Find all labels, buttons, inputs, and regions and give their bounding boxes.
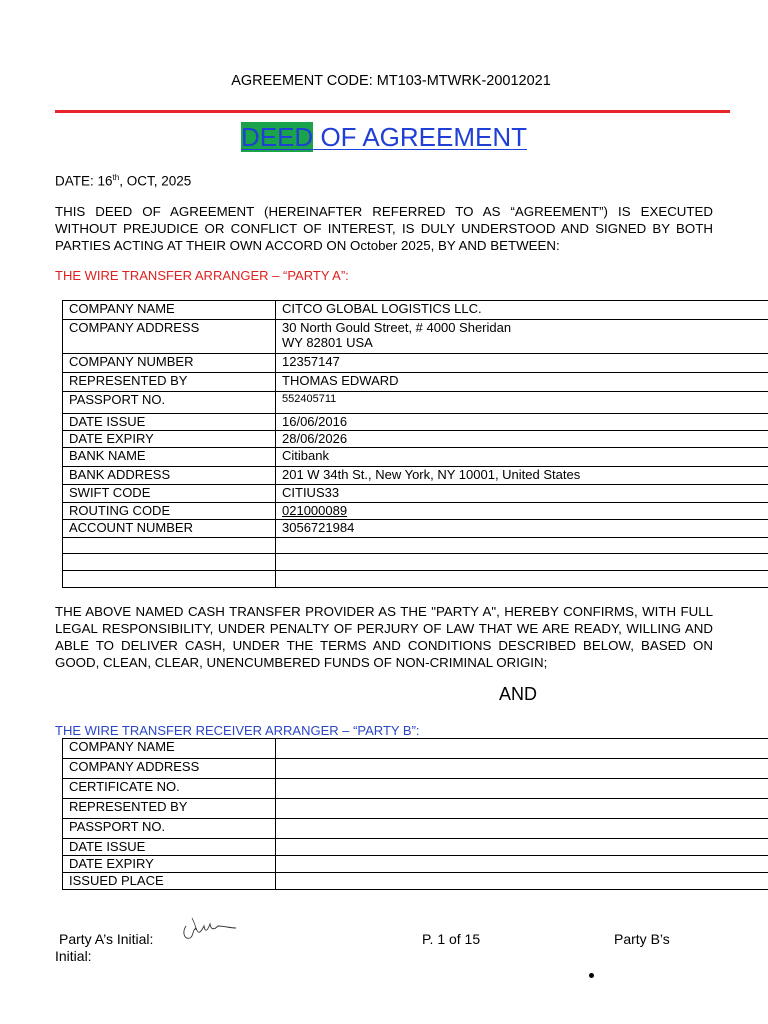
party-a-row (63, 320, 768, 354)
party-b-row (63, 759, 768, 779)
row-value-text: 28/06/2026 (282, 431, 348, 446)
party-b-row (63, 739, 768, 759)
party-a-table (62, 300, 768, 588)
row-value (276, 759, 768, 779)
row-value (276, 799, 768, 819)
party-b-row (63, 799, 768, 819)
party-a-row (63, 392, 768, 414)
row-value (276, 739, 768, 759)
row-value (276, 354, 768, 373)
party-a-row (63, 301, 768, 320)
date-line (55, 173, 191, 189)
row-label: COMPANY ADDRESS (63, 759, 276, 779)
and-word: AND (499, 684, 538, 704)
row-value-text: 12357147 (282, 354, 340, 369)
party-a-row (63, 448, 768, 467)
row-value (276, 873, 768, 890)
row-value (276, 839, 768, 856)
row-label: DATE EXPIRY (63, 431, 276, 448)
party-b-row (63, 856, 768, 873)
row-label: SWIFT CODE (63, 485, 276, 503)
party-a-row (63, 373, 768, 392)
row-value-text: 201 W 34th St., New York, NY 10001, United States (282, 467, 581, 482)
party-a-row (63, 485, 768, 503)
row-value (276, 538, 768, 554)
party-a-row (63, 431, 768, 448)
row-label: ACCOUNT NUMBER (63, 520, 276, 538)
party-b-row (63, 779, 768, 799)
row-value (276, 819, 768, 839)
row-value-text: CITCO GLOBAL LOGISTICS LLC. (282, 301, 482, 316)
party-b-row (63, 873, 768, 890)
signature-scribble (178, 912, 238, 946)
row-value (276, 554, 768, 571)
row-value (276, 301, 768, 320)
row-label: COMPANY NAME (63, 739, 276, 759)
date-superscript: th (112, 173, 120, 182)
title-highlight: DEED (240, 122, 314, 152)
row-label: DATE EXPIRY (63, 856, 276, 873)
party-b-row (63, 819, 768, 839)
party-a-row (63, 538, 768, 554)
row-label: ROUTING CODE (63, 503, 276, 520)
row-value (276, 467, 768, 485)
row-label: COMPANY NAME (63, 301, 276, 320)
party-a-row (63, 354, 768, 373)
party-a-initial-label: Party A’s Initial: (59, 931, 154, 947)
page-number: P. 1 of 15 (422, 931, 481, 947)
title-rest: OF AGREEMENT (313, 122, 528, 152)
row-value (276, 392, 768, 414)
row-label: REPRESENTED BY (63, 799, 276, 819)
row-label (63, 571, 276, 588)
agreement-code: AGREEMENT CODE: MT103-MTWRK-20012021 (231, 73, 551, 89)
party-a-row (63, 467, 768, 485)
party-b-row (63, 839, 768, 856)
party-a-row (63, 414, 768, 431)
row-value (276, 485, 768, 503)
bullet-dot (589, 973, 594, 978)
row-label: DATE ISSUE (63, 839, 276, 856)
row-label: CERTIFICATE NO. (63, 779, 276, 799)
row-value-text: Citibank (282, 448, 329, 463)
row-value (276, 373, 768, 392)
row-value (276, 520, 768, 538)
party-a-row (63, 554, 768, 571)
party-b-table (62, 738, 768, 890)
row-value-text: 16/06/2016 (282, 414, 348, 429)
row-label: COMPANY NUMBER (63, 354, 276, 373)
date-prefix: DATE: 16 (55, 173, 113, 189)
row-value-text-line2: WY 82801 USA (282, 335, 373, 350)
row-label: PASSPORT NO. (63, 392, 276, 414)
row-value (276, 503, 768, 520)
row-value (276, 414, 768, 431)
header-rule (55, 110, 730, 113)
intro-paragraph: THIS DEED OF AGREEMENT (HEREINAFTER REFERRED TO AS “AGREEMENT”) IS EXECUTED WITHOUT PREJUDICE OR CONFLICT OF INTEREST, IS DULY UNDERSTOOD AND SIGNED BY BOTH PARTIES ACTING AT THEIR OWN ACCORD ON October 2025, BY AND BETWEEN: (55, 204, 713, 253)
row-value-text: 30 North Gould Street, # 4000 Sheridan (282, 320, 512, 335)
row-value (276, 431, 768, 448)
row-value-text: CITIUS33 (282, 485, 340, 500)
party-a-heading: THE WIRE TRANSFER ARRANGER – “PARTY A”: (55, 268, 349, 283)
row-label: BANK ADDRESS (63, 467, 276, 485)
party-a-row (63, 503, 768, 520)
row-value (276, 779, 768, 799)
row-value (276, 856, 768, 873)
row-label: ISSUED PLACE (63, 873, 276, 890)
party-a-row (63, 571, 768, 588)
confirm-paragraph: THE ABOVE NAMED CASH TRANSFER PROVIDER AS THE "PARTY A", HEREBY CONFIRMS, WITH FULL LEGAL RESPONSIBILITY, UNDER PENALTY OF PERJURY OF LAW THAT WE ARE READY, WILLING AND ABLE TO DELIVER CASH, UNDER THE TERMS AND CONDITIONS DESCRIBED BELOW, BASED ON GOOD, CLEAN, CLEAR, UNENCUMBERED FUNDS OF NON-CRIMINAL ORIGIN; (55, 604, 713, 670)
row-label: REPRESENTED BY (63, 373, 276, 392)
row-label: BANK NAME (63, 448, 276, 467)
party-b-initial-label: Party B’s (614, 931, 670, 947)
row-value-text: THOMAS EDWARD (282, 373, 399, 388)
date-suffix: , OCT, 2025 (119, 173, 192, 189)
party-b-heading: THE WIRE TRANSFER RECEIVER ARRANGER – “PARTY B”: (55, 723, 420, 738)
row-value-text: 3056721984 (282, 520, 355, 535)
party-a-row (63, 520, 768, 538)
row-label (63, 538, 276, 554)
row-value (276, 448, 768, 467)
row-label: COMPANY ADDRESS (63, 320, 276, 354)
row-value-text: 021000089 (282, 503, 348, 518)
party-b-initial-label-cont: Initial: (55, 948, 92, 964)
row-label: PASSPORT NO. (63, 819, 276, 839)
row-value-text: 552405711 (282, 393, 337, 405)
row-label (63, 554, 276, 571)
row-label: DATE ISSUE (63, 414, 276, 431)
row-value (276, 320, 768, 354)
row-value (276, 571, 768, 588)
document-title (0, 122, 768, 153)
